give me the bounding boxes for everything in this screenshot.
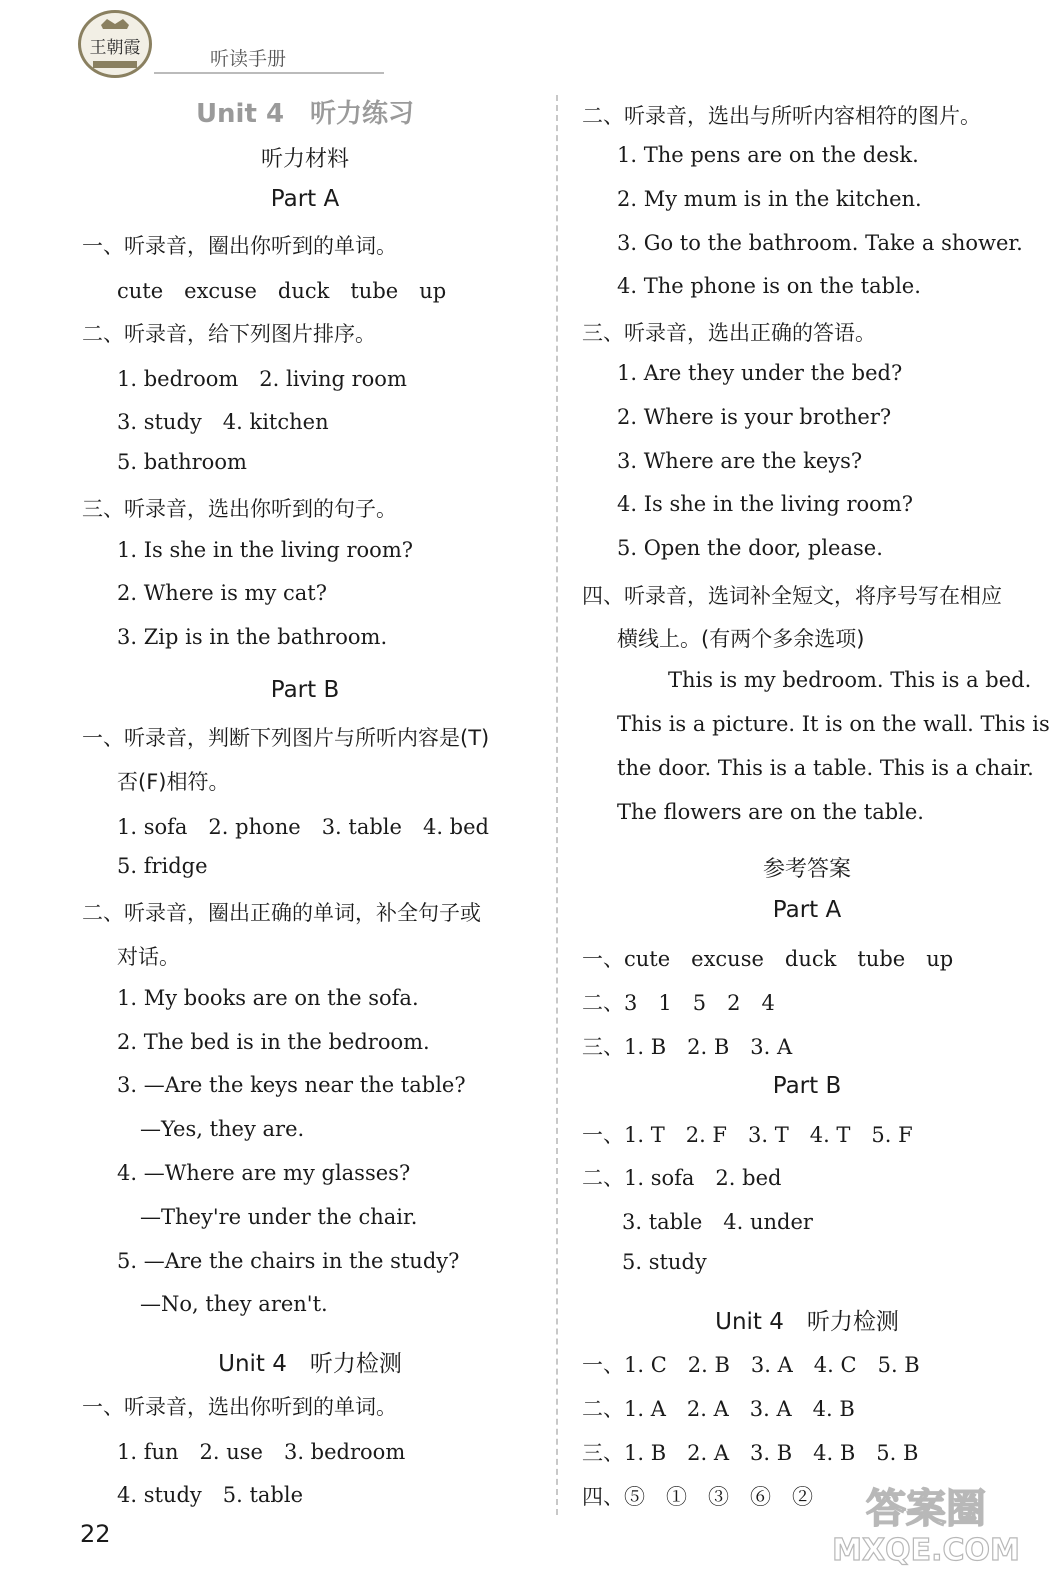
list-item: 1. Are they under the bed? (617, 361, 903, 385)
question-heading: 二、听录音，圈出正确的单词，补全句子或 (82, 901, 481, 925)
page-header (70, 0, 320, 80)
watermark-url: MXQE.COM (832, 1533, 1020, 1568)
question-heading-cont: 横线上。(有两个多余选项) (617, 627, 865, 651)
list-item: 3. Zip is in the bathroom. (117, 625, 388, 649)
question-heading: 二、听录音，选出与所听内容相符的图片。 (582, 104, 981, 128)
list-item: 4. —Where are my glasses? (117, 1161, 411, 1185)
list-item: 4. The phone is on the table. (617, 274, 921, 298)
answers-part-a: Part A (772, 897, 842, 923)
answer-line: 5. study (622, 1250, 707, 1274)
list-item: 3. Go to the bathroom. Take a shower. (617, 231, 1023, 255)
passage-line: the door. This is a table. This is a chair. (617, 756, 1034, 780)
list-item: 1. The pens are on the desk. (617, 143, 919, 167)
list-item: 4. Is she in the living room? (617, 492, 913, 516)
question-heading: 二、听录音，给下列图片排序。 (82, 322, 376, 346)
list-item: 2. The bed is in the bedroom. (117, 1030, 430, 1054)
question-heading-cont: 否(F)相符。 (117, 770, 230, 794)
test-title: Unit 4 听力检测 (218, 1351, 402, 1377)
question-heading-cont: 对话。 (117, 945, 180, 969)
question-heading: 一、听录音，圈出你听到的单词。 (82, 234, 397, 258)
list-item: 1. bedroom 2. living room (117, 367, 407, 391)
crown-icon (83, 15, 147, 73)
brand-name: 王朝霞 (89, 38, 141, 58)
answer-line: 二、1. A 2. A 3. A 4. B (582, 1397, 855, 1421)
answers-title: 参考答案 (762, 857, 851, 882)
list-item: —No, they aren't. (140, 1292, 328, 1316)
question-heading: 一、听录音，判断下列图片与所听内容是(T) (82, 726, 490, 750)
column-divider (556, 95, 558, 1515)
answer-line: 三、1. B 2. A 3. B 4. B 5. B (582, 1441, 919, 1465)
unit-title: Unit 4 听力练习 (195, 99, 415, 129)
list-item: 5. fridge (117, 854, 208, 878)
brand-logo (78, 10, 152, 78)
word-list: cute excuse duck tube up (117, 279, 447, 303)
list-item: 2. My mum is in the kitchen. (617, 187, 922, 211)
list-item: 2. Where is my cat? (117, 581, 327, 605)
passage-line: The flowers are on the table. (617, 800, 924, 824)
list-item: —They're under the chair. (140, 1205, 418, 1229)
question-heading: 四、听录音，选词补全短文，将序号写在相应 (582, 584, 1002, 608)
answer-line: 3. table 4. under (622, 1210, 813, 1234)
list-item: 5. Open the door, please. (617, 536, 883, 560)
list-item: 1. Is she in the living room? (117, 538, 413, 562)
list-item: —Yes, they are. (140, 1117, 305, 1141)
list-item: 3. Where are the keys? (617, 449, 863, 473)
book-label: 听读手册 (210, 48, 287, 70)
question-heading: 一、听录音，选出你听到的单词。 (82, 1395, 397, 1419)
materials-title: 听力材料 (260, 147, 349, 172)
answers-part-b: Part B (772, 1073, 842, 1099)
list-item: 5. —Are the chairs in the study? (117, 1249, 460, 1273)
header-rule (154, 72, 384, 74)
part-b-label: Part B (270, 677, 340, 703)
passage-line: This is a picture. It is on the wall. This is (617, 712, 1050, 736)
watermark-text: 答案圈 (866, 1486, 986, 1532)
answer-line: 一、1. C 2. B 3. A 4. C 5. B (582, 1353, 920, 1377)
answer-line: 二、3 1 5 2 4 (582, 991, 775, 1015)
list-item: 4. study 5. table (117, 1483, 304, 1507)
answer-line: 一、cute excuse duck tube up (582, 947, 954, 971)
question-heading: 三、听录音，选出正确的答语。 (582, 321, 876, 345)
answer-line: 四、⑤ ① ③ ⑥ ② (582, 1485, 813, 1509)
list-item: 3. study 4. kitchen (117, 410, 329, 434)
question-heading: 三、听录音，选出你听到的句子。 (82, 497, 397, 521)
list-item: 5. bathroom (117, 450, 247, 474)
part-a-label: Part A (270, 186, 340, 212)
watermark-logo (808, 1474, 1038, 1570)
page-number: 22 (80, 1520, 111, 1548)
list-item: 2. Where is your brother? (617, 405, 892, 429)
passage-line: This is my bedroom. This is a bed. (668, 668, 1032, 692)
list-item: 1. sofa 2. phone 3. table 4. bed (117, 815, 489, 839)
list-item: 1. fun 2. use 3. bedroom (117, 1440, 406, 1464)
answer-line: 三、1. B 2. B 3. A (582, 1035, 793, 1059)
answer-line: 二、1. sofa 2. bed (582, 1166, 782, 1190)
answers-test-title: Unit 4 听力检测 (715, 1309, 899, 1335)
list-item: 1. My books are on the sofa. (117, 986, 419, 1010)
list-item: 3. —Are the keys near the table? (117, 1073, 466, 1097)
answer-line: 一、1. T 2. F 3. T 4. T 5. F (582, 1123, 913, 1147)
